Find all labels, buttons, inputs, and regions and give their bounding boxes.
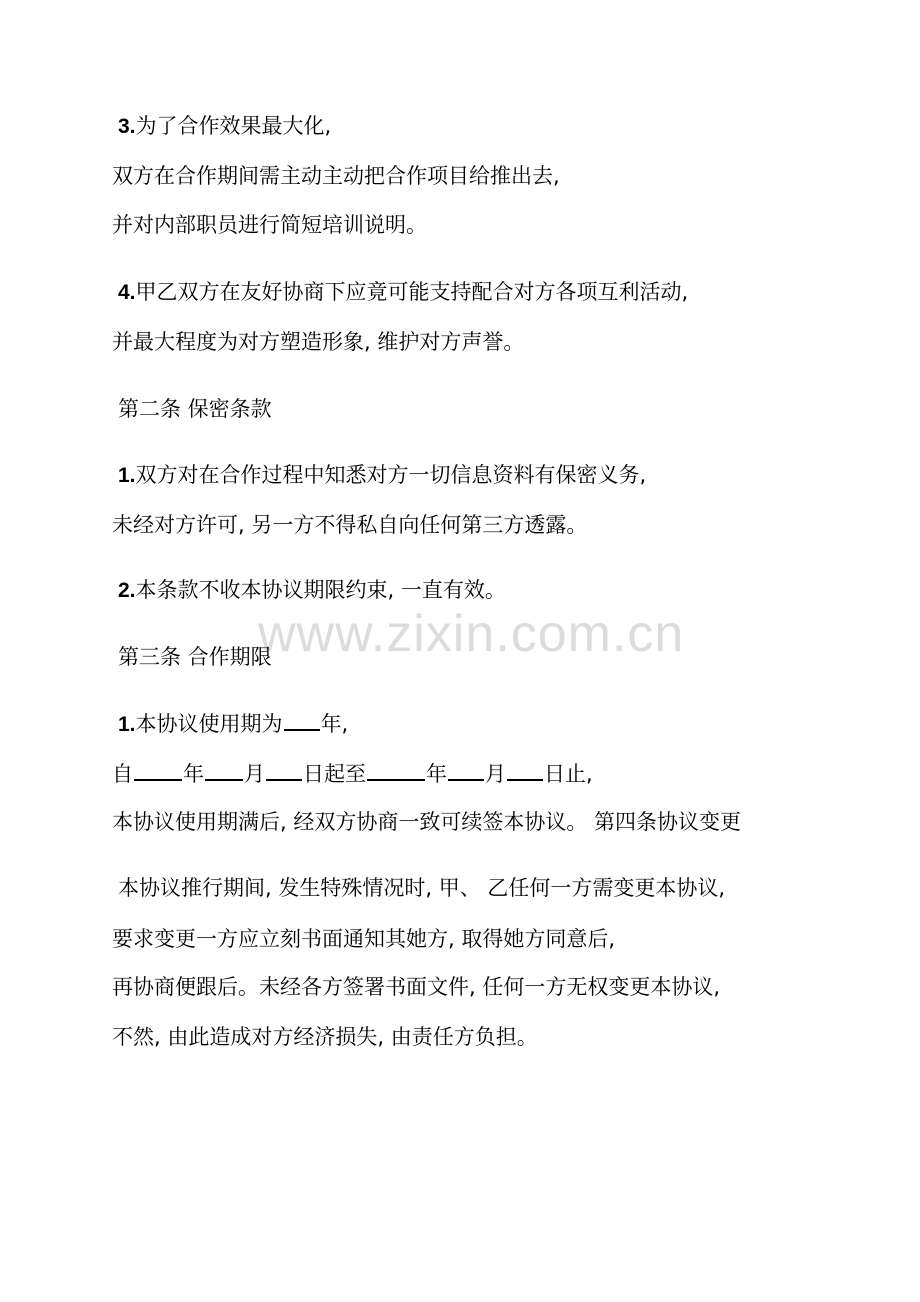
article-3-item-1-line-1 [118, 709, 348, 739]
blank-line [205, 759, 243, 781]
article-3-heading: 第三条 合作期限 [118, 645, 272, 669]
clause-text: 为了合作效果最大化, [135, 114, 332, 138]
clause-4-line-1 [118, 278, 688, 307]
article-3-line-3: 本协议使用期满后, 经双方协商一致可续签本协议。 第四条协议变更 [112, 810, 742, 834]
blank-line [134, 759, 182, 781]
article-2-item-2 [118, 576, 506, 605]
clause-3-line-1 [118, 112, 331, 141]
date-text: 月 [485, 762, 506, 786]
clause-number: 3. [118, 115, 136, 138]
blank-line [448, 759, 484, 781]
date-text: 日起至 [303, 762, 366, 786]
clause-number: 1. [118, 713, 136, 736]
clause-number: 4. [118, 281, 136, 304]
clause-number: 1. [118, 464, 136, 487]
clause-3-line-2: 双方在合作期间需主动主动把合作项目给推出去, [112, 164, 560, 188]
article-2-item-1-line-1 [118, 461, 646, 490]
article-2-heading: 第二条 保密条款 [118, 397, 272, 421]
article-3-date-line [112, 759, 593, 788]
blank-line [507, 759, 543, 781]
clause-4-line-2: 并最大程度为对方塑造形象, 维护对方声誉。 [112, 330, 525, 354]
clause-text: 甲乙双方在友好协商下应竟可能支持配合对方各项互利活动, [135, 280, 689, 304]
article-4-line-1: 本协议推行期间, 发生特殊情况时, 甲、 乙任何一方需变更本协议, [118, 876, 726, 900]
date-text: 年 [183, 762, 204, 786]
clause-text: 本协议使用期为 [135, 712, 283, 736]
blank-line [367, 759, 425, 781]
article-4-line-4: 不然, 由此造成对方经济损失, 由责任方负担。 [112, 1025, 538, 1049]
clause-text: 双方对在合作过程中知悉对方一切信息资料有保密义务, [135, 463, 647, 487]
date-text: 年 [426, 762, 447, 786]
article-4-line-3: 再协商便跟后。未经各方签署书面文件, 任何一方无权变更本协议, [112, 975, 721, 999]
blank-line [284, 709, 320, 731]
watermark: www.zixin.com.cn [258, 605, 685, 663]
date-text: 自 [112, 762, 133, 786]
clause-text: 本条款不收本协议期限约束, 一直有效。 [135, 578, 506, 602]
clause-number: 2. [118, 579, 136, 602]
blank-line [266, 759, 302, 781]
article-4-line-2: 要求变更一方应立刻书面通知其她方, 取得她方同意后, [112, 927, 616, 951]
article-2-item-1-line-2: 未经对方许可, 另一方不得私自向任何第三方透露。 [112, 513, 588, 537]
date-text: 日止, [544, 762, 593, 786]
date-text: 月 [244, 762, 265, 786]
clause-3-line-3: 并对内部职员进行简短培训说明。 [112, 213, 427, 237]
clause-text: 年, [320, 712, 349, 736]
